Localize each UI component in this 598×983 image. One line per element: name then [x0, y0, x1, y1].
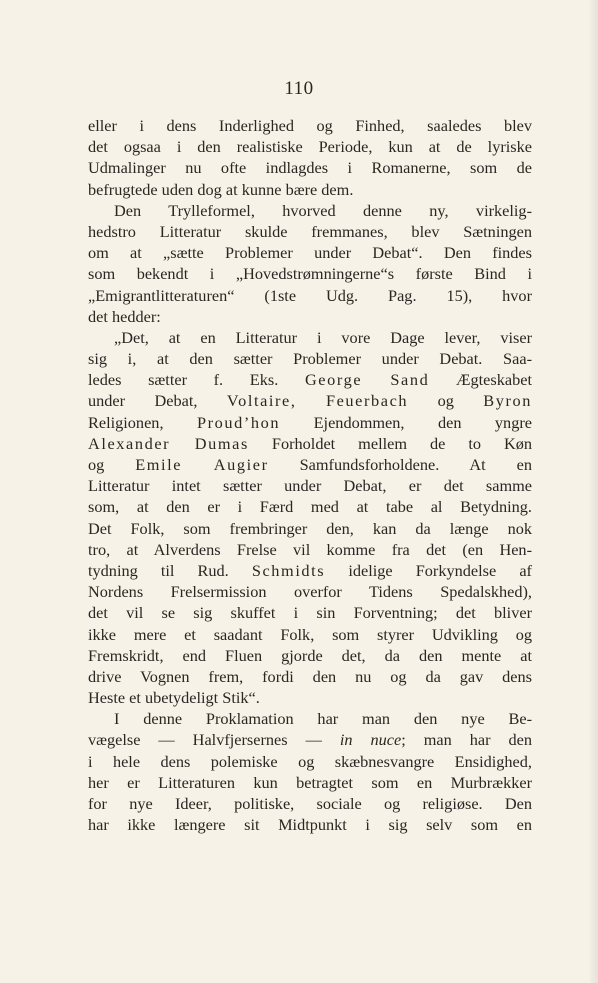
text-line: som bekendt i „Hovedstrømningerne“s første Bind i	[88, 264, 532, 284]
text-line: Den Trylleformel, hvorved denne ny, virkelig-	[114, 200, 532, 220]
quote-line	[88, 369, 532, 390]
spaced-name: Proud’hon	[196, 412, 281, 432]
text-fragment: Samfundsforholdene. At en	[299, 455, 532, 474]
quote-line: som, at den er i Færd med at tabe al Betydning.	[88, 497, 532, 517]
text-fragment: under Debat,	[88, 391, 198, 411]
quote-line: Det Folk, som frembringer den, kan da længe nok	[88, 518, 532, 538]
quote-line: tro, at Alverdens Frelse vil komme fra det (en Hen-	[88, 539, 532, 559]
quote-line: Fremskridt, end Fluen gjorde det, da den mente at	[88, 645, 532, 665]
text-line: I denne Proklamation har man den nye Be-	[114, 709, 532, 729]
quote-line	[88, 390, 532, 411]
body-text	[88, 115, 532, 835]
text-line: det hedder:	[88, 306, 161, 326]
italic-phrase: in nuce	[339, 730, 402, 750]
text-line	[88, 729, 532, 750]
text-fragment: ledes sætter f. Eks.	[88, 370, 279, 390]
text-line: om at „sætte Problemer under Debat“. Den findes	[88, 243, 532, 263]
quote-line: ikke mere et saadant Folk, som styrer Udvikling og	[88, 624, 532, 644]
text-fragment: Forholdet mellem de to Køn	[271, 433, 532, 453]
text-fragment: Ægteskabet	[456, 370, 532, 390]
text-line: Udmalinger nu ofte indlagdes i Romanerne, som de	[88, 158, 532, 178]
text-line: eller i dens Inderlighed og Finhed, saaledes blev	[88, 116, 532, 135]
text-line: hedstro Litteratur skulde fremmanes, blev Sætningen	[88, 221, 532, 241]
text-line: „Emigrantlitteraturen“ (1ste Udg. Pag. 15), hvor	[88, 285, 532, 305]
page-edge-shadow	[588, 0, 598, 983]
quote-line: sig i, at den sætter Problemer under Debat. Saa-	[88, 349, 532, 369]
quote-line	[88, 560, 532, 581]
spaced-name: Byron	[483, 391, 532, 411]
quote-line: Nordens Frelsermission overfor Tidens Spedalskhed),	[88, 582, 532, 602]
quote-line: „Det, at en Litteratur i vore Dage lever, viser	[114, 327, 532, 347]
text-fragment: Religionen,	[88, 412, 164, 432]
text-fragment: og	[437, 391, 454, 411]
text-fragment: tydning til	[88, 560, 175, 580]
text-fragment: ; man har den	[401, 730, 533, 750]
text-line: i hele dens polemiske og skæbnesvangre Ensidighed,	[88, 751, 532, 771]
text-line: det ogsaa i den realistiske Periode, kun at de lyriske	[88, 137, 532, 157]
quote-line	[88, 433, 532, 454]
text-fragment: idelige Forkyndelse af	[348, 560, 532, 580]
quote-line: Heste et ubetydeligt Stik“.	[88, 688, 260, 708]
spaced-name: George Sand	[304, 370, 430, 390]
text-line: har ikke længere sit Midtpunkt i sig selv som en	[88, 815, 532, 835]
text-line: befrugtede uden dog at kunne bære dem.	[88, 179, 354, 199]
text-fragment: vægelse — Halvfjersernes —	[88, 730, 322, 750]
text-fragment: Ejendommen, den yngre	[313, 412, 532, 432]
page-number: 110	[284, 78, 314, 99]
spaced-name: Rud.	[197, 560, 229, 580]
text-line: her er Litteraturen kun betragtet som en Murbrækker	[88, 772, 532, 792]
quote-line: det vil se sig skuffet i sin Forventning; det bliver	[88, 603, 532, 623]
text-fragment: og	[88, 455, 105, 474]
spaced-name: Emile Augier	[135, 455, 269, 474]
quote-line	[88, 412, 532, 433]
spaced-name: Alexander Dumas	[88, 433, 249, 453]
spaced-name: Feuerbach	[325, 391, 409, 411]
quote-line: drive Vognen frem, fordi den nu og da gav dens	[88, 666, 532, 686]
quote-line: Litteratur intet sætter under Debat, er det samme	[88, 476, 532, 496]
quote-line	[88, 454, 532, 475]
text-line: for nye Ideer, politiske, sociale og religiøse. Den	[88, 794, 532, 813]
spaced-name: Voltaire,	[226, 391, 297, 411]
spaced-name: Schmidts	[251, 560, 326, 580]
